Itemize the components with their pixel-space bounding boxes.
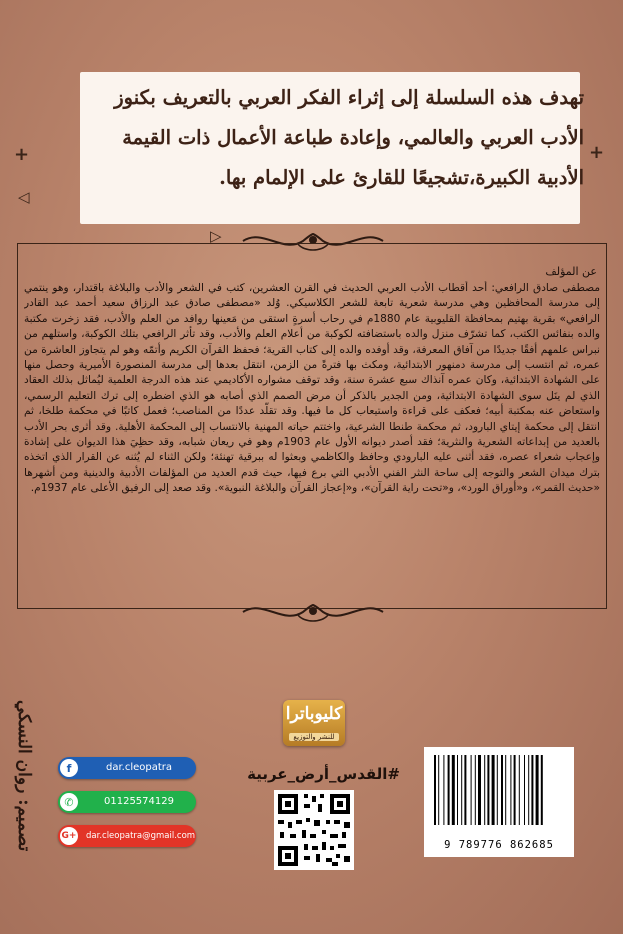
publisher-logo: [283, 700, 345, 746]
designer-credit: تصميم: روان النسكي: [14, 700, 34, 852]
bio-text: مصطفى صادق الرافعي: أحد أقطاب الأدب العربي الحديث في القرن العشرين، كتب في الشعر والأدب والبلاغة باقتدار، وهو ينتمي إلى مدرسة المحافظين وهي مدرسة شعرية تابعة للشعر الكلاسيكي. وُلد «مصطفى صادق عبد الرزاق سعيد أحمد عبد القادر الرافعي» بقرية بهتيم بمحافظة القليوبية عام 1880م في رحاب أسرةٍ استقى من مَعينها روافد من العلم والأدب، فقد زخرت مكتبة والده بنفائس الكتب، كما تشرّف منزل والده باستضافته لكوكبة من أعلام العلم والأدب، وقد تأثر الرافعي بتلك الكوكبة، واستلهم من نبراس علمهم أفقًا جديدًا من آفاق المعرفة، وقد أوفده والده إلى كتاب القرية؛ فحفظ القرآن الكريم وأتمّه وهو لم يتجاوز العاشرة من عمره، ثم انتسب إلى مدرسة دمنهور الابتدائية، ومكث بها فترةً من الزمن، انتقل بعدها إلى مدرسة المنصورة الأميرية وحصل منها على الشهادة الابتدائية، وكان عمره آنذاك سبع عشرة سنة، وقد توقف مشواره الأكاديمي عند هذه الدرجة العلمية ليُماثل بذلك العقاد الذي لم ينَل سوى الشهادة الابتدائية، ومن الجدير بالذكر أن مرض الصمم الذي أصابه هو الذي اضطره إلى ترك التعليم الرسمي، واستعاض عنه بمكتبة أبيه؛ فعكف على قراءة واستيعاب كل ما فيها. وقد تقلّد عددًا من المناصب؛ فعمل كاتبًا في محكمة طلخا، ثم انتقل إلى محكمة إيتاي البارود، ثم محكمة طنطا الشرعية، واختتم حياته المهنية بالانتساب إلى المحكمة الأهلية. وقد أثرى بحر الأدب بالعديد من إبداعاته الشعرية والنثرية؛ فقد أصدر ديوانه الأول عام 1903م وهو في ريعان شبابه، وقد حظِيَ هذا الديوان على إشادة وإعجاب شعراء عصره، فقد أثنى عليه البارودي وحافظ والكاظمي وبعثوا له ببرقية تهنئة؛ ولكن الثناء لم يُثنه عن القرار الذي اتخذه بترك ميدان الشعر والتوجه إلى ساحة النثر الفني الأدبي التي برع فيها، حيث قدم العديد من المؤلفات الأدبية والدينية ومن أشهرها «حديث القمر»، و«أوراق الورد»، و«تحت راية القرآن»، و«إعجاز القرآن والبلاغة النبوية». وقد صعد إلى الرفيق الأعلى عام 1937م.: [24, 282, 600, 495]
plus-decoration: +: [589, 142, 605, 163]
logo-text: كليوباترا: [285, 704, 343, 724]
contact-email[interactable]: [58, 825, 196, 847]
barcode-bars-icon: [424, 747, 574, 829]
contact-whatsapp[interactable]: [58, 791, 196, 813]
contact-label: dar.cleopatra: [105, 762, 173, 773]
google-plus-icon: G+: [60, 827, 78, 845]
plus-decoration: +: [14, 144, 30, 165]
contact-label: 01125574129: [104, 796, 174, 807]
whatsapp-icon: ✆: [60, 793, 78, 811]
triangle-decoration: ▷: [210, 227, 222, 245]
bio-heading: عن المؤلف: [545, 265, 597, 278]
barcode-number: 9 789776 862685: [444, 839, 554, 851]
qr-code-icon: [274, 790, 354, 870]
barcode: [424, 747, 574, 857]
ornament-divider-icon: [238, 597, 388, 627]
hashtag: #القدس_أرض_عربية: [247, 765, 400, 783]
contact-facebook[interactable]: [58, 757, 196, 779]
intro-text: تهدف هذه السلسلة إلى إثراء الفكر العربي بالتعريف بكنوز الأدب العربي والعالمي، وإعادة طباعة الأعمال ذات القيمة الأدبية الكبيرة،تشجيعًا للقارئ على الإلمام بها.: [114, 86, 584, 189]
logo-subtitle: للنشر والتوزيع: [289, 733, 339, 741]
contact-label: dar.cleopatra@gmail.com: [86, 831, 196, 841]
triangle-decoration: ◁: [18, 188, 30, 206]
facebook-icon: f: [60, 759, 78, 777]
